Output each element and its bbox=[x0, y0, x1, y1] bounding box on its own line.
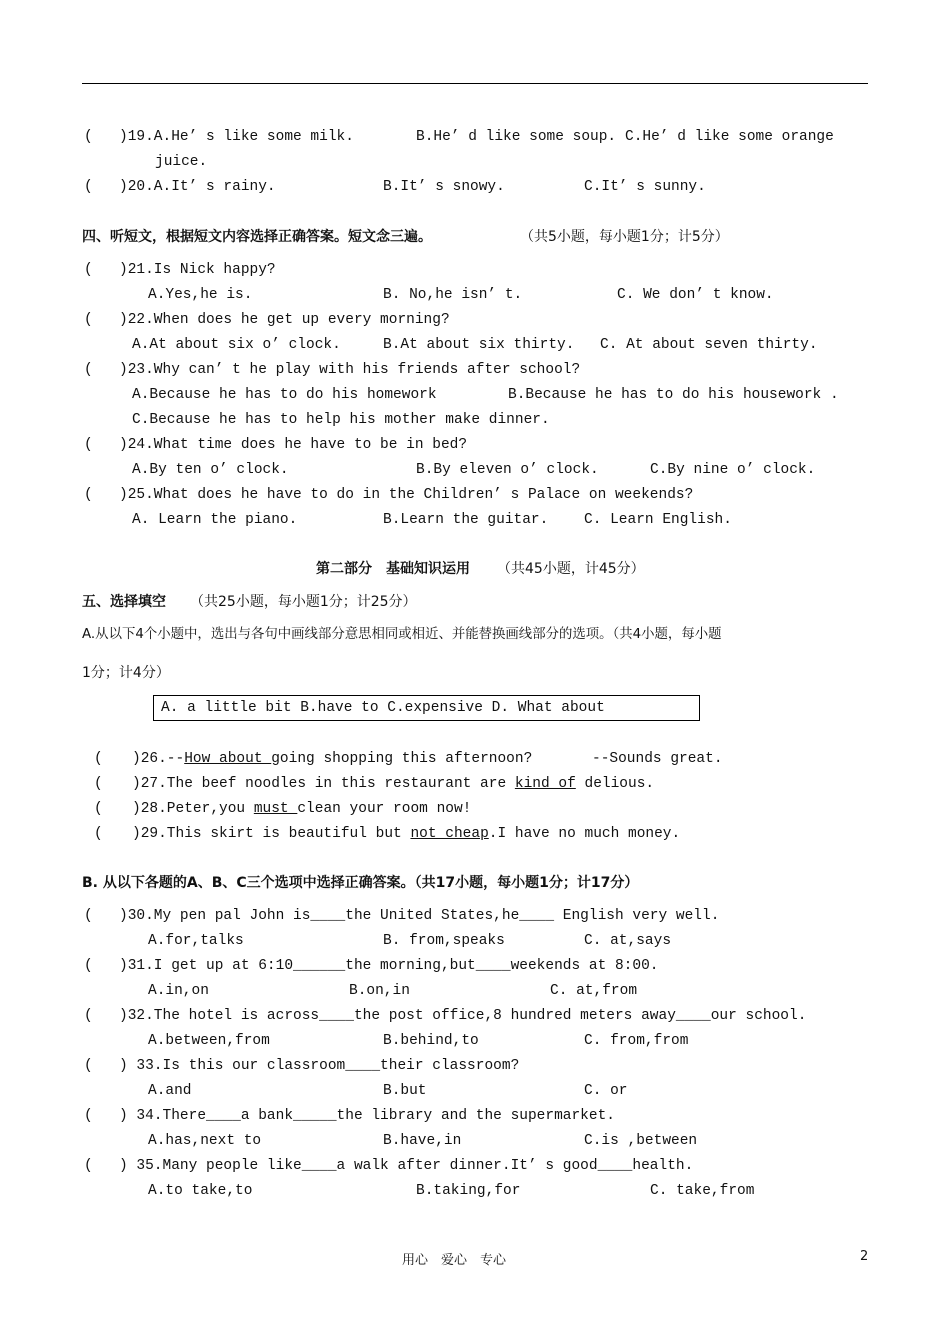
part-a-instruction-cont: 1分；计4分） bbox=[82, 665, 170, 681]
part-a-instruction: A.从以下4个小题中，选出与各句中画线部分意思相同或相近、并能替换画线部分的选项。（共4小题，每小题 bbox=[82, 627, 722, 642]
question-31-option-a: A.in,on bbox=[148, 983, 209, 999]
question-25-option-c: C. Learn English. bbox=[584, 512, 732, 528]
question-24-option-b: B.By eleven o’ clock. bbox=[416, 462, 599, 478]
answer-paren: ( bbox=[84, 262, 93, 278]
question-22-option-b: B.At about six thirty. bbox=[383, 337, 575, 353]
question-30-option-b: B. from,speaks bbox=[383, 933, 505, 949]
question-22-option-a: A.At about six o’ clock. bbox=[132, 337, 341, 353]
question-34-option-a: A.has,next to bbox=[148, 1133, 262, 1149]
footer-motto: 用心 爱心 专心 bbox=[402, 1253, 507, 1268]
question-26-reply: --Sounds great. bbox=[592, 751, 723, 767]
question-22-option-c: C. At about seven thirty. bbox=[600, 337, 818, 353]
answer-paren: ( bbox=[94, 801, 103, 817]
question-19-option-c: C.He’ d like some orange bbox=[625, 129, 834, 145]
question-25-option-b: B.Learn the guitar. bbox=[383, 512, 549, 528]
question-35-option-b: B.taking,for bbox=[416, 1183, 521, 1199]
question-28-stem: )28.Peter,you must clean your room now! bbox=[132, 801, 472, 817]
question-32-option-c: C. from,from bbox=[584, 1033, 689, 1049]
question-32-option-a: A.between,from bbox=[148, 1033, 270, 1049]
question-34-option-b: B.have,in bbox=[383, 1133, 462, 1149]
question-23-option-c: C.Because he has to help his mother make dinner. bbox=[132, 412, 550, 428]
question-23-option-b: B.Because he has to do his housework . bbox=[508, 387, 839, 403]
question-31-option-c: C. at,from bbox=[550, 983, 638, 999]
question-23-option-a: A.Because he has to do his homework bbox=[132, 387, 437, 403]
section-5-note: （共25小题，每小题1分；计25分） bbox=[190, 594, 417, 610]
question-33-stem: ) 33.Is this our classroom____their classroom? bbox=[119, 1058, 520, 1074]
answer-paren: ( bbox=[94, 776, 103, 792]
answer-paren: ( bbox=[84, 312, 93, 328]
question-19-stem: )19.A.He’ s like some milk. bbox=[119, 129, 354, 145]
question-19-option-c-cont: juice. bbox=[155, 154, 208, 170]
question-27-stem: )27.The beef noodles in this restaurant are kind of delious. bbox=[132, 776, 655, 792]
question-22-stem: )22.When does he get up every morning? bbox=[119, 312, 450, 328]
question-35-stem: ) 35.Many people like____a walk after dinner.It’ s good____health. bbox=[119, 1158, 694, 1174]
question-34-option-c: C.is ,between bbox=[584, 1133, 698, 1149]
answer-paren: ( bbox=[84, 1058, 93, 1074]
answer-paren: ( bbox=[84, 129, 93, 145]
answer-paren: ( bbox=[84, 437, 93, 453]
question-20-option-b: B.It’ s snowy. bbox=[383, 179, 505, 195]
section-4-title: 四、听短文，根据短文内容选择正确答案。短文念三遍。 bbox=[82, 229, 432, 245]
answer-paren: ( bbox=[94, 826, 103, 842]
answer-paren: ( bbox=[94, 751, 103, 767]
question-21-stem: )21.Is Nick happy? bbox=[119, 262, 276, 278]
question-30-option-a: A.for,talks bbox=[148, 933, 244, 949]
question-34-stem: ) 34.There____a bank_____the library and the supermarket. bbox=[119, 1108, 615, 1124]
question-35-option-c: C. take,from bbox=[650, 1183, 755, 1199]
section-5-title: 五、选择填空 bbox=[82, 594, 166, 610]
question-33-option-a: A.and bbox=[148, 1083, 192, 1099]
question-20-stem: )20.A.It’ s rainy. bbox=[119, 179, 276, 195]
options-box-text: A. a little bit B.have to C.expensive D. What about bbox=[161, 700, 605, 716]
question-32-stem: )32.The hotel is across____the post office,8 hundred meters away____our school. bbox=[119, 1008, 807, 1024]
question-35-option-a: A.to take,to bbox=[148, 1183, 253, 1199]
header-rule bbox=[82, 83, 868, 84]
question-20-option-c: C.It’ s sunny. bbox=[584, 179, 706, 195]
question-19-option-b: B.He’ d like some soup. bbox=[416, 129, 617, 145]
part-2-note: （共45小题，计45分） bbox=[497, 561, 645, 577]
underlined-phrase: kind of bbox=[514, 776, 576, 792]
question-30-option-c: C. at,says bbox=[584, 933, 672, 949]
answer-paren: ( bbox=[84, 1158, 93, 1174]
answer-paren: ( bbox=[84, 1008, 93, 1024]
underlined-phrase: not cheap bbox=[410, 826, 489, 842]
answer-paren: ( bbox=[84, 908, 93, 924]
answer-paren: ( bbox=[84, 179, 93, 195]
answer-paren: ( bbox=[84, 958, 93, 974]
question-30-stem: )30.My pen pal John is____the United States,he____ English very well. bbox=[119, 908, 720, 924]
question-21-option-c: C. We don’ t know. bbox=[617, 287, 774, 303]
question-24-stem: )24.What time does he have to be in bed? bbox=[119, 437, 468, 453]
question-33-option-b: B.but bbox=[383, 1083, 427, 1099]
question-23-stem: )23.Why can’ t he play with his friends after school? bbox=[119, 362, 581, 378]
page-number: 2 bbox=[860, 1249, 869, 1264]
question-32-option-b: B.behind,to bbox=[383, 1033, 479, 1049]
question-33-option-c: C. or bbox=[584, 1083, 628, 1099]
question-31-option-b: B.on,in bbox=[349, 983, 410, 999]
question-29-stem: )29.This skirt is beautiful but not cheap.I have no much money. bbox=[132, 826, 681, 842]
underlined-phrase: must bbox=[253, 801, 298, 817]
question-25-stem: )25.What does he have to do in the Children’ s Palace on weekends? bbox=[119, 487, 694, 503]
section-4-note: （共5小题，每小题1分；计5分） bbox=[520, 229, 729, 245]
question-21-option-b: B. No,he isn’ t. bbox=[383, 287, 523, 303]
question-26-stem: )26.--How about going shopping this afternoon? bbox=[132, 751, 533, 767]
underlined-phrase: How about bbox=[184, 751, 272, 767]
question-21-option-a: A.Yes,he is. bbox=[148, 287, 253, 303]
question-25-option-a: A. Learn the piano. bbox=[132, 512, 298, 528]
answer-paren: ( bbox=[84, 1108, 93, 1124]
part-b-title: B. 从以下各题的A、B、C三个选项中选择正确答案。（共17小题，每小题1分；计17分） bbox=[82, 875, 639, 891]
answer-paren: ( bbox=[84, 362, 93, 378]
question-31-stem: )31.I get up at 6:10______the morning,but____weekends at 8:00. bbox=[119, 958, 659, 974]
question-24-option-a: A.By ten o’ clock. bbox=[132, 462, 289, 478]
answer-paren: ( bbox=[84, 487, 93, 503]
part-2-title: 第二部分 基础知识运用 bbox=[316, 561, 470, 577]
question-24-option-c: C.By nine o’ clock. bbox=[650, 462, 816, 478]
